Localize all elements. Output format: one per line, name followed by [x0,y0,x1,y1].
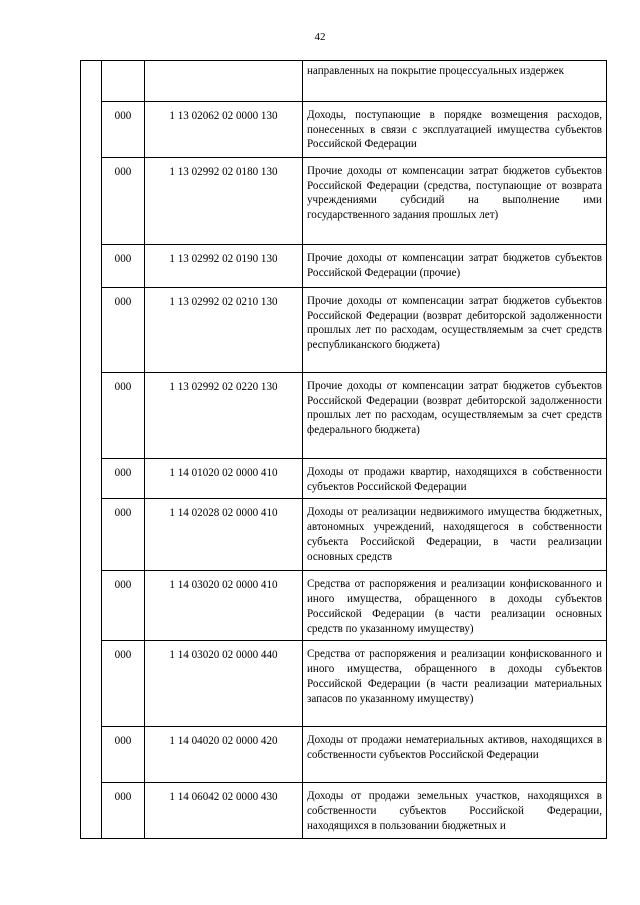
description-text: Средства от распоряжения и реализации конфискованного и иного имущества, обращенного в доходы субъектов Российской Федерации (в части реализации материальных запасов по указанному имуществу) [307,648,602,705]
revenue-code-cell: 1 14 03020 02 0000 440 [145,641,303,727]
description-cell [303,288,607,373]
description-cell [303,158,607,245]
revenue-code-cell: 1 14 03020 02 0000 410 [145,571,303,641]
admin-code-cell: 000 [102,245,145,288]
admin-code-cell: 000 [102,102,145,158]
table-row [81,783,607,839]
description-cell [303,783,607,839]
revenue-code-cell: 1 13 02992 02 0180 130 [145,158,303,245]
revenue-code-cell: 1 13 02992 02 0220 130 [145,373,303,459]
admin-code-cell: 000 [102,641,145,727]
table-row [81,158,607,245]
revenue-codes-table [80,60,607,839]
revenue-code-cell: 1 14 02028 02 0000 410 [145,499,303,571]
table-row [81,727,607,783]
description-cell [303,727,607,783]
description-text: Доходы от реализации недвижимого имущества бюджетных, автономных учреждений, находящегося в собственности субъекта Российской Федерации, в части реализации основных средств [307,506,602,563]
description-cell [303,499,607,571]
table-row [81,459,607,499]
admin-code-cell: 000 [102,373,145,459]
description-text: направленных на покрытие процессуальных издержек [307,65,564,77]
description-text: Средства от распоряжения и реализации конфискованного и иного имущества, обращенного в доходы субъектов Российской Федерации (в части реализации основных средств по указанному имуществу) [307,578,602,635]
page-number: 42 [314,31,326,43]
table-row [81,373,607,459]
admin-code-cell: 000 [102,727,145,783]
revenue-code-cell: 1 13 02992 02 0190 130 [145,245,303,288]
admin-code-cell: 000 [102,783,145,839]
description-cell [303,102,607,158]
table-row [81,288,607,373]
description-cell [303,459,607,499]
description-cell [303,641,607,727]
description-text: Прочие доходы от компенсации затрат бюджетов субъектов Российской Федерации (средства, поступающие от возврата учреждениями субсидий на выполнение ими государственного задания прошлых лет) [307,165,602,222]
admin-code-cell: 000 [102,571,145,641]
description-text: Прочие доходы от компенсации затрат бюджетов субъектов Российской Федерации (возврат дебиторской задолженности прошлых лет по расходам, осуществляемым за счет средств федерального бюджета) [307,380,602,437]
revenue-code-cell: 1 14 06042 02 0000 430 [145,783,303,839]
admin-code-cell [102,61,145,102]
revenue-code-cell: 1 13 02062 02 0000 130 [145,102,303,158]
revenue-code-cell: 1 14 04020 02 0000 420 [145,727,303,783]
blank-column-cell [81,61,102,839]
table-row [81,61,607,102]
revenue-code-cell [145,61,303,102]
table-row [81,571,607,641]
table-row [81,499,607,571]
admin-code-cell: 000 [102,499,145,571]
table-row [81,245,607,288]
description-cell [303,61,607,102]
admin-code-cell: 000 [102,158,145,245]
description-text: Доходы от продажи земельных участков, находящихся в собственности субъектов Российской Федерации, находящихся в пользовании бюджетных и [307,790,602,832]
description-text: Доходы от продажи квартир, находящихся в собственности субъектов Российской Федерации [307,466,602,493]
description-cell [303,245,607,288]
table-row [81,102,607,158]
description-text: Доходы, поступающие в порядке возмещения расходов, понесенных в связи с эксплуатацией имущества субъектов Российской Федерации [307,109,602,151]
description-text: Прочие доходы от компенсации затрат бюджетов субъектов Российской Федерации (прочие) [307,252,602,279]
description-cell [303,373,607,459]
description-cell [303,571,607,641]
description-text: Прочие доходы от компенсации затрат бюджетов субъектов Российской Федерации (возврат дебиторской задолженности прошлых лет по расходам, осуществляемым за счет средств республиканского бюджета) [307,295,602,352]
revenue-code-cell: 1 14 01020 02 0000 410 [145,459,303,499]
admin-code-cell: 000 [102,288,145,373]
description-text: Доходы от продажи нематериальных активов, находящихся в собственности субъектов Российской Федерации [307,734,602,762]
admin-code-cell: 000 [102,459,145,499]
revenue-code-cell: 1 13 02992 02 0210 130 [145,288,303,373]
table-row [81,641,607,727]
